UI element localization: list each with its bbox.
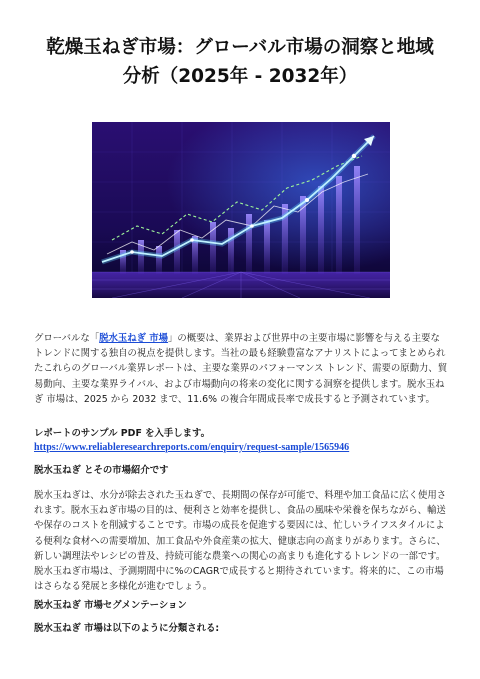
hero-image [92,122,390,298]
sample-request-link[interactable]: https://www.reliableresearchreports.com/enquiry/request-sample/1565946 [34,441,350,453]
title-line-1: 乾燥玉ねぎ市場：グローバル市場の洞察と地域 [46,37,434,58]
segmentation-heading: 脱水玉ねぎ 市場セグメンテーション [34,600,187,611]
intro-text-before: グローバルな「 [34,333,100,344]
page-title [30,33,450,91]
market-intro-paragraph: 脱水玉ねぎは、水分が除去された玉ねぎで、長期間の保存が可能で、料理や加工食品に広く使用されます。脱水玉ねぎ市場の目的は、便利さと効率を提供し、食品の風味や栄養を保ちながら、輸送や保存のコストを削減することです。市場の成長を促進する要因には、忙しいライフスタイルによる便利な食材への需要増加、加工食品や外食産業の拡大、健康志向の高まりがあります。さらに、新しい調理法やレシピの普及、持続可能な農業への関心の高まりも進化するトレンドの一部です。脱水玉ねぎ市場は、予測期間中に%のCAGRで成長すると期待されています。将来的に、この市場はさらなる発展と多様化が進むでしょう。 [34,490,447,593]
market-intro-heading: 脱水玉ねぎ とその市場紹介です [34,465,169,476]
title-line-2: 分析（2025年 - 2032年） [122,66,358,87]
market-link[interactable]: 脱水玉ねぎ 市場 [99,333,169,344]
rising-chart-graphic-icon [92,122,390,298]
intro-paragraph [34,331,449,407]
sample-section [34,427,449,454]
intro-text-after: 」の概要は、業界および世界中の主要市場に影響を与える主要なトレンドに関する独自の視点を提供します。当社の最も経験豊富なアナリストによってまとめられたこれらのグローバル業界レポートは、主要な業界のパフォーマンス トレンド、需要の原動力、貿易動向、主要な業界ライバル、および市場動向の将来の変化に関する洞察を提供します。脱水玉ねぎ 市場は、2025 から 2032 まで、11.6% の複合年間成長率で成長すると予測されています。 [34,333,448,405]
segmentation-subheading: 脱水玉ねぎ 市場は以下のように分類される: [34,623,220,634]
sample-heading: レポートのサンプル PDF を入手します。 [34,428,210,439]
